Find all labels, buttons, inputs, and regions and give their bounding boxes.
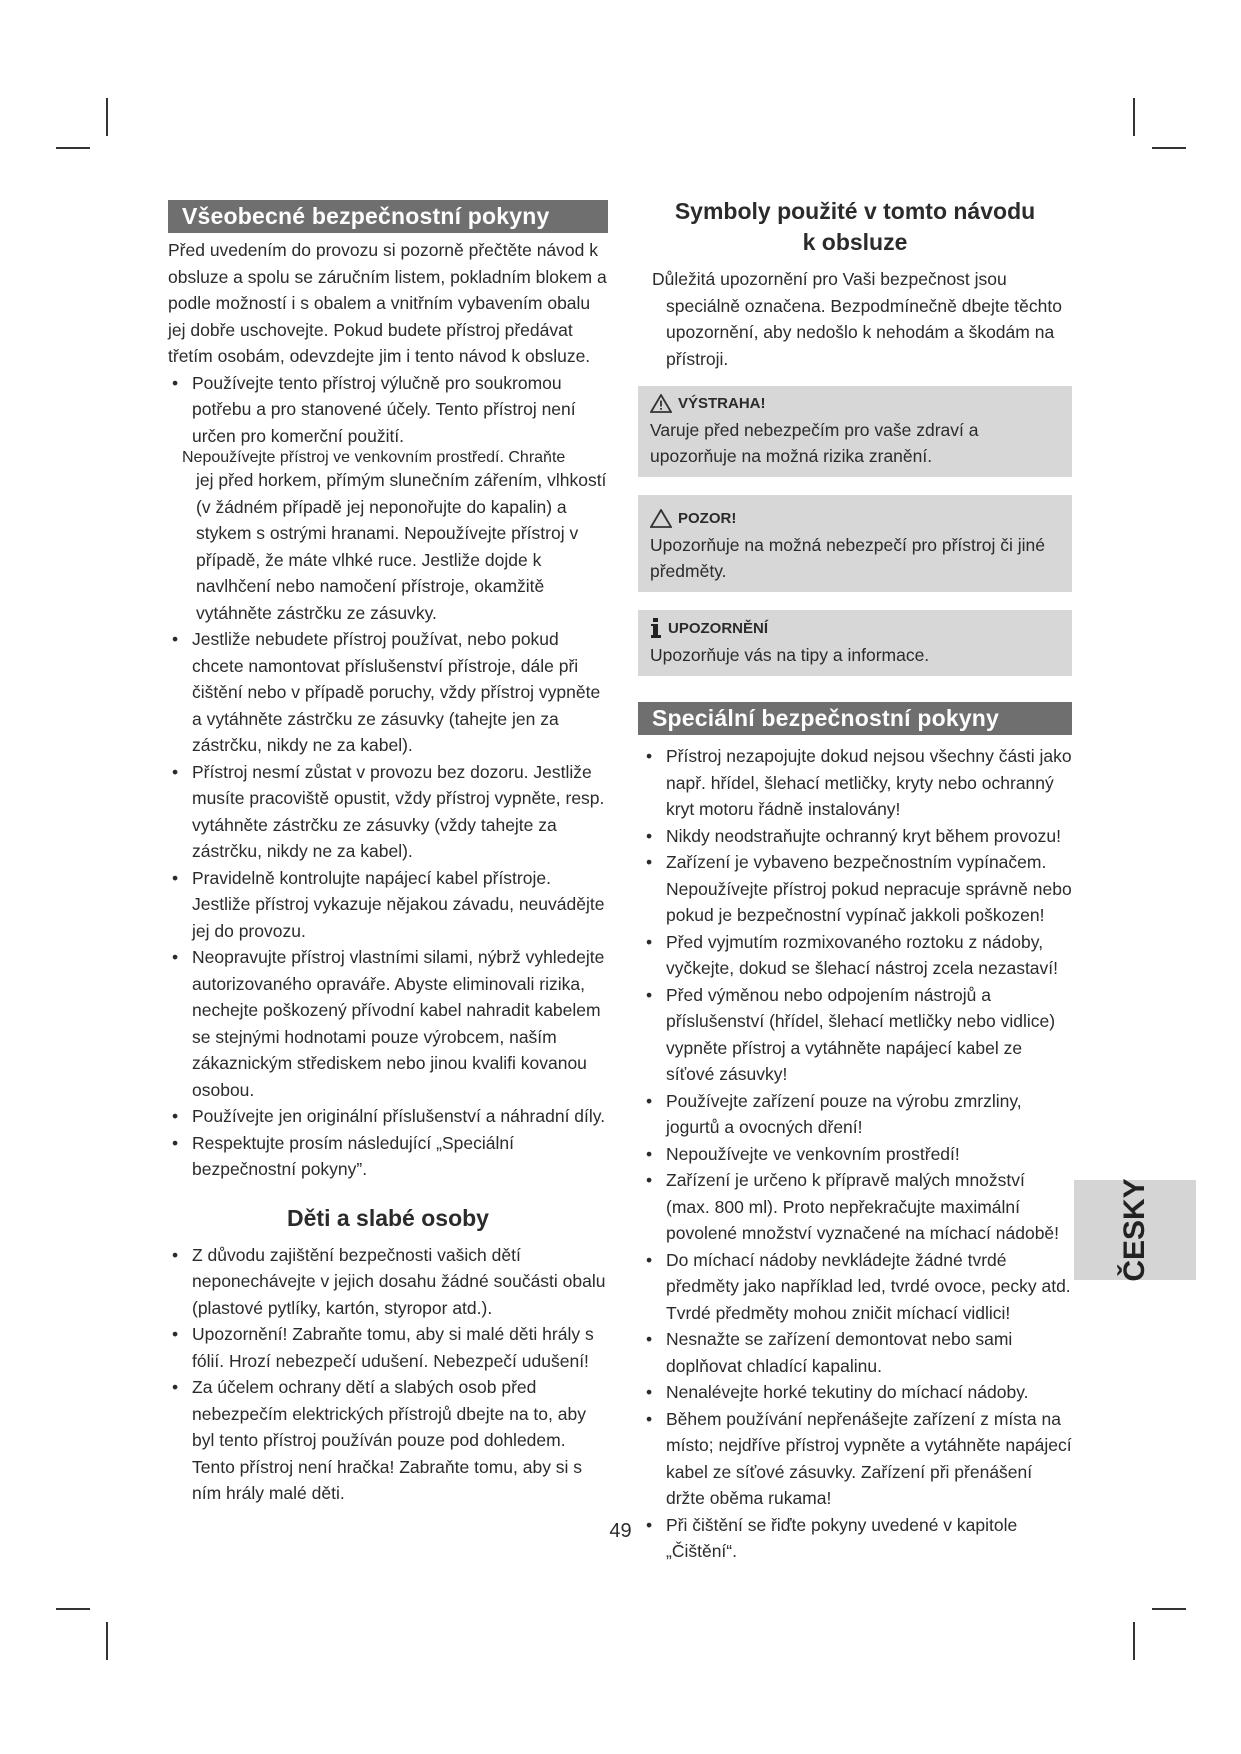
list-item: • Před výměnou nebo odpojením nástrojů a příslušenství (hřídel, šlehací metličky nebo vidlice) vypněte přístroj a vytáhněte napájecí kabel ze síťové zásuvky! [642,982,1072,1088]
note-title-row [650,618,1060,638]
note-title: UPOZORNĚNÍ [668,619,769,637]
list-item: • Při čištění se řiďte pokyny uvedené v kapitole „Čištění“. [642,1512,1072,1565]
crop-mark [56,147,90,149]
crop-mark [106,1622,108,1660]
list-item: • Jestliže nebudete přístroj používat, nebo pokud chcete namontovat příslušenství přístroje, dále při čištění nebo v případě poruchy, vždy přístroj vypněte a vytáhněte zástrčku ze zásuvky (tahejte jen za zástrčku, nikdy ne za kabel). [168,626,608,759]
caution-box [638,495,1072,592]
outdoor-paragraph-first: Nepoužívejte přístroj ve venkovním prostředí. Chraňte [182,449,566,466]
general-list-1 [168,370,608,450]
special-safety-heading: Speciální bezpečnostní pokyny [638,702,1072,735]
list-item: • Používejte jen originální příslušenství a náhradní díly. [168,1103,608,1130]
warning-title: VÝSTRAHA! [678,395,766,412]
language-tab [1074,1180,1196,1280]
left-column [168,200,608,1507]
list-item: • Používejte tento přístroj výlučně pro soukromou potřebu a pro stanovené účely. Tento přístroj není určen pro komerční použití. [168,370,608,450]
list-item: • Zařízení je vybaveno bezpečnostním vypínačem. Nepoužívejte přístroj pokud nepracuje správně nebo pokud je bezpečnostní vypínač jakkoli poškozen! [642,849,1072,929]
children-heading: Děti a slabé osoby [287,1204,489,1231]
list-item: • Zařízení je určeno k přípravě malých množství (max. 800 ml). Proto nepřekračujte maximální povolené množství vyznačené na míchací nádobě! [642,1167,1072,1247]
crop-mark [1133,98,1135,136]
warning-box [638,386,1072,477]
warning-triangle-icon [650,394,672,413]
list-item: • Přístroj nezapojujte dokud nejsou všechny části jako např. hřídel, šlehací metličky, kryty nebo ochranný kryt motoru řádně instalovány! [642,743,1072,823]
note-text: Upozorňuje vás na tipy a informace. [650,645,930,665]
right-column [638,196,1072,1565]
list-item: • Do míchací nádoby nevkládejte žádné tvrdé předměty jako například led, tvrdé ovoce, pecky atd. Tvrdé předměty mohou zničit míchací vidlici! [642,1247,1072,1327]
crop-mark [1152,1608,1186,1610]
list-item: • Z důvodu zajištění bezpečnosti vašich dětí neponechávejte v jejich dosahu žádné součásti obalu (plastové pytlíky, kartón, styropor atd.). [168,1242,608,1322]
caution-title-row [650,509,1060,528]
list-item: • Za účelem ochrany dětí a slabých osob před nebezpečím elektrických přístrojů dbejte na to, aby byl tento přístroj používán pouze pod dohledem. Tento přístroj není hračka! Zabraňte tomu, aby si s ním hrály malé děti. [168,1374,608,1507]
outdoor-paragraph [168,449,608,626]
list-item: • Upozornění! Zabraňte tomu, aby si malé děti hrály s fólií. Hrozí nebezpečí udušení. Nebezpečí udušení! [168,1321,608,1374]
list-item: • Nenalévejte horké tekutiny do míchací nádoby. [642,1379,1072,1406]
outdoor-paragraph-rest: jej před horkem, přímým slunečním zářením, vlhkostí (v žádném případě jej neponořujte do kapalin) a stykem s ostrými hranami. Nepoužívejte přístroj v případě, že máte vlhké ruce. Jestliže dojde k navlhčení nebo namočení přístroje, okamžitě vytáhněte zástrčku ze zásuvky. [196,470,607,623]
warning-title-row [650,394,1060,413]
list-item: • Přístroj nesmí zůstat v provozu bez dozoru. Jestliže musíte pracoviště opustit, vždy přístroj vypněte, resp. vytáhněte zástrčku ze zásuvky (vždy tahejte za zástrčku, nikdy ne za kabel). [168,759,608,865]
crop-mark [106,98,108,136]
page-number: 49 [609,1520,632,1542]
list-item: • Používejte zařízení pouze na výrobu zmrzliny, jogurtů a ovocných dření! [642,1088,1072,1141]
note-box [638,610,1072,676]
general-list-2 [168,626,608,1183]
crop-mark [56,1608,90,1610]
symbols-heading-line2: k obsluze [802,229,908,255]
crop-mark [1133,1622,1135,1660]
caution-triangle-icon [650,509,672,528]
symbols-heading-line1: Symboly použité v tomto návodu [674,198,1036,224]
children-list [168,1242,608,1507]
info-icon [650,618,662,638]
general-safety-heading: Všeobecné bezpečnostní pokyny [168,200,608,233]
list-item: • Během používání nepřenášejte zařízení z místa na místo; nejdříve přístroj vypněte a vytáhněte napájecí kabel ze síťové zásuvky. Zařízení při přenášení držte oběma rukama! [642,1406,1072,1512]
special-list [638,743,1072,1565]
list-item: • Neopravujte přístroj vlastními silami, nýbrž vyhledejte autorizovaného opraváře. Abyste eliminovali rizika, nechejte poškozený přívodní kabel nahradit kabelem se stejnými hodnotami pouze výrobcem, naším zákaznickým střediskem nebo jinou kvalifi kovanou osobou. [168,944,608,1103]
list-item: • Nesnažte se zařízení demontovat nebo sami doplňovat chladící kapalinu. [642,1326,1072,1379]
list-item: • Pravidelně kontrolujte napájecí kabel přístroje. Jestliže přístroj vykazuje nějakou závadu, neuvádějte jej do provozu. [168,865,608,945]
language-tab-label: ČESKY [1118,1178,1151,1282]
warning-text: Varuje před nebezpečím pro vaše zdraví a upozorňuje na možná rizika zranění. [650,420,979,466]
list-item: • Respektujte prosím následující „Speciální bezpečnostní pokyny”. [168,1130,608,1183]
list-item: • Před vyjmutím rozmixovaného roztoku z nádoby, vyčkejte, dokud se šlehací nástroj zcela nezastaví! [642,929,1072,982]
caution-title: POZOR! [678,510,737,527]
symbols-heading [638,196,1072,258]
caution-text: Upozorňuje na možná nebezpečí pro přístroj či jiné předměty. [650,535,1045,581]
list-item: • Nepoužívejte ve venkovním prostředí! [642,1141,1072,1168]
crop-mark [1152,147,1186,149]
intro-paragraph: Před uvedením do provozu si pozorně přečtěte návod k obsluze a spolu se záručním listem, pokladním blokem a podle možností i s obalem a vnitřním vybavením obalu jej dobře uschovejte. Pokud budete přístroj předávat třetím osobám, odevzdejte jim i tento návod k obsluze. [168,240,607,366]
symbols-intro: Důležitá upozornění pro Vaši bezpečnost jsou speciálně označena. Bezpodmínečně dbejte těchto upozornění, aby nedošlo k nehodám a škodám na přístroji. [652,269,1062,369]
list-item: • Nikdy neodstraňujte ochranný kryt během provozu! [642,823,1072,850]
